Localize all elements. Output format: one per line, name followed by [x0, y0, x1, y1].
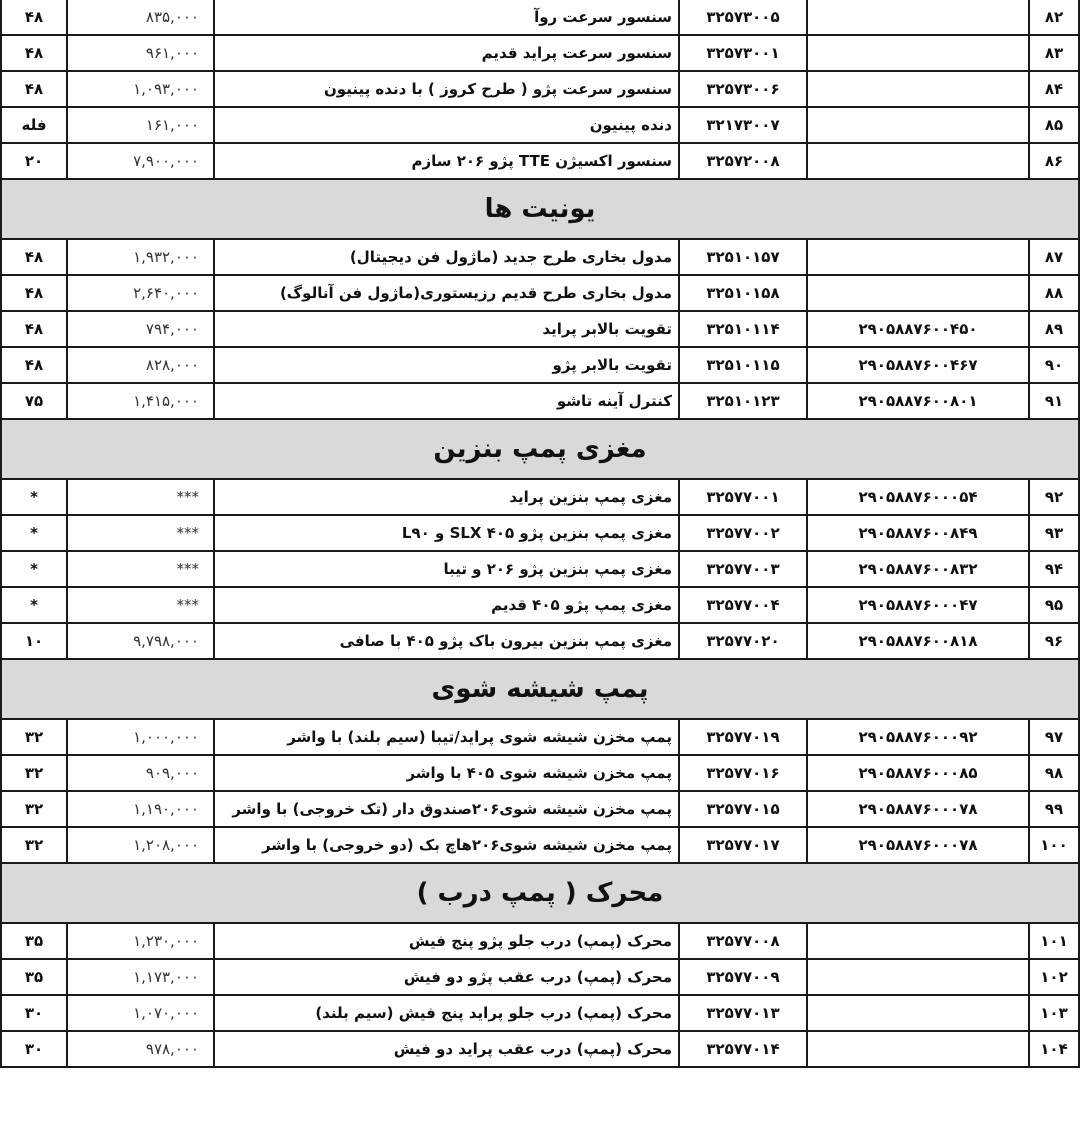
table-row [1, 239, 1079, 275]
unit-price: ۱,۱۷۳,۰۰۰ [67, 959, 214, 995]
table-row [1, 35, 1079, 71]
row-number: ۸۸ [1029, 275, 1079, 311]
row-number: ۸۲ [1029, 0, 1079, 35]
part-description: تقویت بالابر پراید [214, 311, 679, 347]
table-row [1, 515, 1079, 551]
unit-price: ۸۳۵,۰۰۰ [67, 0, 214, 35]
part-description: سنسور اکسیژن TTE پژو ۲۰۶ سازم [214, 143, 679, 179]
section-header-row [1, 863, 1079, 923]
unit-price: ۸۲۸,۰۰۰ [67, 347, 214, 383]
unit-price: ۷۹۴,۰۰۰ [67, 311, 214, 347]
row-number: ۸۳ [1029, 35, 1079, 71]
section-header-row [1, 659, 1079, 719]
part-description: دنده پینیون [214, 107, 679, 143]
unit-price: ۹,۷۹۸,۰۰۰ [67, 623, 214, 659]
long-part-code: ۲۹۰۵۸۸۷۶۰۰۸۴۹ [807, 515, 1029, 551]
part-description: سنسور سرعت پراید قدیم [214, 35, 679, 71]
table-row [1, 311, 1079, 347]
unit-price: ۱,۱۹۰,۰۰۰ [67, 791, 214, 827]
pack-quantity: ۳۵ [1, 923, 67, 959]
part-code: ۳۲۵۷۷۰۱۳ [679, 995, 807, 1031]
long-part-code: ۲۹۰۵۸۸۷۶۰۰۰۵۴ [807, 479, 1029, 515]
table-row [1, 0, 1079, 35]
row-number: ۹۰ [1029, 347, 1079, 383]
long-part-code: ۲۹۰۵۸۸۷۶۰۰۴۵۰ [807, 311, 1029, 347]
table-row [1, 551, 1079, 587]
pack-quantity: * [1, 515, 67, 551]
pack-quantity: * [1, 587, 67, 623]
part-code: ۳۲۵۷۷۰۰۲ [679, 515, 807, 551]
part-code: ۳۲۵۷۷۰۲۰ [679, 623, 807, 659]
part-description: پمپ مخزن شیشه شوی۲۰۶هاچ بک (دو خروجی) با واشر [214, 827, 679, 863]
row-number: ۹۴ [1029, 551, 1079, 587]
unit-price: ۱,۲۰۸,۰۰۰ [67, 827, 214, 863]
unit-price: ۱,۲۳۰,۰۰۰ [67, 923, 214, 959]
pack-quantity: ۴۸ [1, 311, 67, 347]
long-part-code [807, 1031, 1029, 1067]
pack-quantity: فله [1, 107, 67, 143]
unit-price: *** [67, 587, 214, 623]
part-description: پمپ مخزن شیشه شوی ۴۰۵ با واشر [214, 755, 679, 791]
section-header-row [1, 419, 1079, 479]
long-part-code: ۲۹۰۵۸۸۷۶۰۰۰۴۷ [807, 587, 1029, 623]
row-number: ۸۹ [1029, 311, 1079, 347]
table-row [1, 959, 1079, 995]
unit-price: ۱,۰۰۰,۰۰۰ [67, 719, 214, 755]
part-description: مغزی پمپ بنزین بیرون باک پژو ۴۰۵ با صافی [214, 623, 679, 659]
row-number: ۹۱ [1029, 383, 1079, 419]
table-row [1, 995, 1079, 1031]
pack-quantity: ۴۸ [1, 239, 67, 275]
long-part-code [807, 239, 1029, 275]
table-row [1, 107, 1079, 143]
pack-quantity: ۷۵ [1, 383, 67, 419]
part-code: ۳۲۵۷۷۰۰۴ [679, 587, 807, 623]
unit-price: ۱,۹۳۲,۰۰۰ [67, 239, 214, 275]
pack-quantity: ۴۸ [1, 347, 67, 383]
pack-quantity: ۳۲ [1, 791, 67, 827]
unit-price: ۹۷۸,۰۰۰ [67, 1031, 214, 1067]
pack-quantity: * [1, 551, 67, 587]
pack-quantity: ۳۰ [1, 1031, 67, 1067]
part-code: ۳۲۵۷۳۰۰۵ [679, 0, 807, 35]
row-number: ۹۹ [1029, 791, 1079, 827]
part-description: تقویت بالابر پژو [214, 347, 679, 383]
part-description: محرک (پمپ) درب جلو پراید پنج فیش (سیم بلند) [214, 995, 679, 1031]
section-title: پمپ شیشه شوی [1, 659, 1079, 719]
row-number: ۱۰۴ [1029, 1031, 1079, 1067]
long-part-code: ۲۹۰۵۸۸۷۶۰۰۸۳۲ [807, 551, 1029, 587]
row-number: ۱۰۱ [1029, 923, 1079, 959]
part-description: سنسور سرعت پژو ( طرح کروز ) با دنده پینیون [214, 71, 679, 107]
long-part-code [807, 923, 1029, 959]
long-part-code: ۲۹۰۵۸۸۷۶۰۰۰۹۲ [807, 719, 1029, 755]
row-number: ۸۶ [1029, 143, 1079, 179]
unit-price: ۱,۴۱۵,۰۰۰ [67, 383, 214, 419]
long-part-code: ۲۹۰۵۸۸۷۶۰۰۰۸۵ [807, 755, 1029, 791]
part-description: محرک (پمپ) درب عقب پراید دو فیش [214, 1031, 679, 1067]
section-header-row [1, 179, 1079, 239]
section-title: محرک ( پمپ درب ) [1, 863, 1079, 923]
part-description: مغزی پمپ بنزین پژو ۴۰۵ SLX و L۹۰ [214, 515, 679, 551]
part-code: ۳۲۵۷۷۰۱۶ [679, 755, 807, 791]
part-code: ۳۲۵۷۷۰۰۱ [679, 479, 807, 515]
part-code: ۳۲۵۷۷۰۰۸ [679, 923, 807, 959]
part-description: مدول بخاری طرح جدید (ماژول فن دیجیتال) [214, 239, 679, 275]
row-number: ۹۲ [1029, 479, 1079, 515]
pack-quantity: ۴۸ [1, 0, 67, 35]
long-part-code [807, 35, 1029, 71]
unit-price: *** [67, 515, 214, 551]
table-row [1, 755, 1079, 791]
unit-price: ۱,۰۷۰,۰۰۰ [67, 995, 214, 1031]
table-row [1, 719, 1079, 755]
table-row [1, 479, 1079, 515]
pack-quantity: ۳۲ [1, 719, 67, 755]
part-description: مغزی پمپ بنزین پژو ۲۰۶ و تیبا [214, 551, 679, 587]
table-row [1, 383, 1079, 419]
table-row [1, 791, 1079, 827]
part-code: ۳۲۵۷۷۰۱۴ [679, 1031, 807, 1067]
row-number: ۸۴ [1029, 71, 1079, 107]
long-part-code [807, 107, 1029, 143]
part-description: محرک (پمپ) درب جلو پژو پنج فیش [214, 923, 679, 959]
long-part-code [807, 71, 1029, 107]
long-part-code [807, 995, 1029, 1031]
part-code: ۳۲۵۱۰۱۱۵ [679, 347, 807, 383]
row-number: ۱۰۳ [1029, 995, 1079, 1031]
unit-price: ۲,۶۴۰,۰۰۰ [67, 275, 214, 311]
row-number: ۸۷ [1029, 239, 1079, 275]
long-part-code [807, 143, 1029, 179]
unit-price: *** [67, 479, 214, 515]
table-row [1, 275, 1079, 311]
pack-quantity: ۱۰ [1, 623, 67, 659]
long-part-code: ۲۹۰۵۸۸۷۶۰۰۰۷۸ [807, 791, 1029, 827]
table-row [1, 71, 1079, 107]
part-code: ۳۲۵۱۰۱۱۴ [679, 311, 807, 347]
part-code: ۳۲۵۷۷۰۰۳ [679, 551, 807, 587]
pack-quantity: ۳۵ [1, 959, 67, 995]
section-title: یونیت ها [1, 179, 1079, 239]
part-description: پمپ مخزن شیشه شوی پراید/تیبا (سیم بلند) با واشر [214, 719, 679, 755]
row-number: ۱۰۲ [1029, 959, 1079, 995]
pack-quantity: ۳۰ [1, 995, 67, 1031]
part-description: سنسور سرعت روآ [214, 0, 679, 35]
row-number: ۹۸ [1029, 755, 1079, 791]
part-description: پمپ مخزن شیشه شوی۲۰۶صندوق دار (تک خروجی) با واشر [214, 791, 679, 827]
table-row [1, 143, 1079, 179]
long-part-code: ۲۹۰۵۸۸۷۶۰۰۸۰۱ [807, 383, 1029, 419]
table-row [1, 623, 1079, 659]
part-description: مغزی پمپ بنزین پراید [214, 479, 679, 515]
unit-price: ۱۶۱,۰۰۰ [67, 107, 214, 143]
long-part-code: ۲۹۰۵۸۸۷۶۰۰۴۶۷ [807, 347, 1029, 383]
part-code: ۳۲۵۷۲۰۰۸ [679, 143, 807, 179]
part-code: ۳۲۵۷۷۰۱۷ [679, 827, 807, 863]
row-number: ۸۵ [1029, 107, 1079, 143]
table-row [1, 587, 1079, 623]
unit-price: *** [67, 551, 214, 587]
long-part-code [807, 275, 1029, 311]
pack-quantity: ۴۸ [1, 35, 67, 71]
row-number: ۹۳ [1029, 515, 1079, 551]
table-row [1, 1031, 1079, 1067]
part-code: ۳۲۵۷۷۰۰۹ [679, 959, 807, 995]
part-code: ۳۲۱۷۳۰۰۷ [679, 107, 807, 143]
pack-quantity: ۲۰ [1, 143, 67, 179]
unit-price: ۱,۰۹۳,۰۰۰ [67, 71, 214, 107]
part-description: مغزی پمپ پژو ۴۰۵ قدیم [214, 587, 679, 623]
table-row [1, 347, 1079, 383]
part-code: ۳۲۵۱۰۱۲۳ [679, 383, 807, 419]
part-code: ۳۲۵۷۷۰۱۵ [679, 791, 807, 827]
section-title: مغزی پمپ بنزین [1, 419, 1079, 479]
part-code: ۳۲۵۷۳۰۰۶ [679, 71, 807, 107]
pack-quantity: ۴۸ [1, 275, 67, 311]
table-row [1, 827, 1079, 863]
long-part-code [807, 959, 1029, 995]
row-number: ۱۰۰ [1029, 827, 1079, 863]
part-code: ۳۲۵۱۰۱۵۷ [679, 239, 807, 275]
row-number: ۹۷ [1029, 719, 1079, 755]
unit-price: ۹۰۹,۰۰۰ [67, 755, 214, 791]
long-part-code [807, 0, 1029, 35]
part-description: کنترل آینه تاشو [214, 383, 679, 419]
part-description: مدول بخاری طرح قدیم رزیستوری(ماژول فن آنالوگ) [214, 275, 679, 311]
unit-price: ۷,۹۰۰,۰۰۰ [67, 143, 214, 179]
pack-quantity: ۳۲ [1, 755, 67, 791]
row-number: ۹۵ [1029, 587, 1079, 623]
long-part-code: ۲۹۰۵۸۸۷۶۰۰۸۱۸ [807, 623, 1029, 659]
pack-quantity: * [1, 479, 67, 515]
table-row [1, 923, 1079, 959]
long-part-code: ۲۹۰۵۸۸۷۶۰۰۰۷۸ [807, 827, 1029, 863]
part-code: ۳۲۵۷۷۰۱۹ [679, 719, 807, 755]
unit-price: ۹۶۱,۰۰۰ [67, 35, 214, 71]
part-code: ۳۲۵۷۳۰۰۱ [679, 35, 807, 71]
pack-quantity: ۳۲ [1, 827, 67, 863]
part-code: ۳۲۵۱۰۱۵۸ [679, 275, 807, 311]
part-description: محرک (پمپ) درب عقب پژو دو فیش [214, 959, 679, 995]
row-number: ۹۶ [1029, 623, 1079, 659]
pack-quantity: ۴۸ [1, 71, 67, 107]
